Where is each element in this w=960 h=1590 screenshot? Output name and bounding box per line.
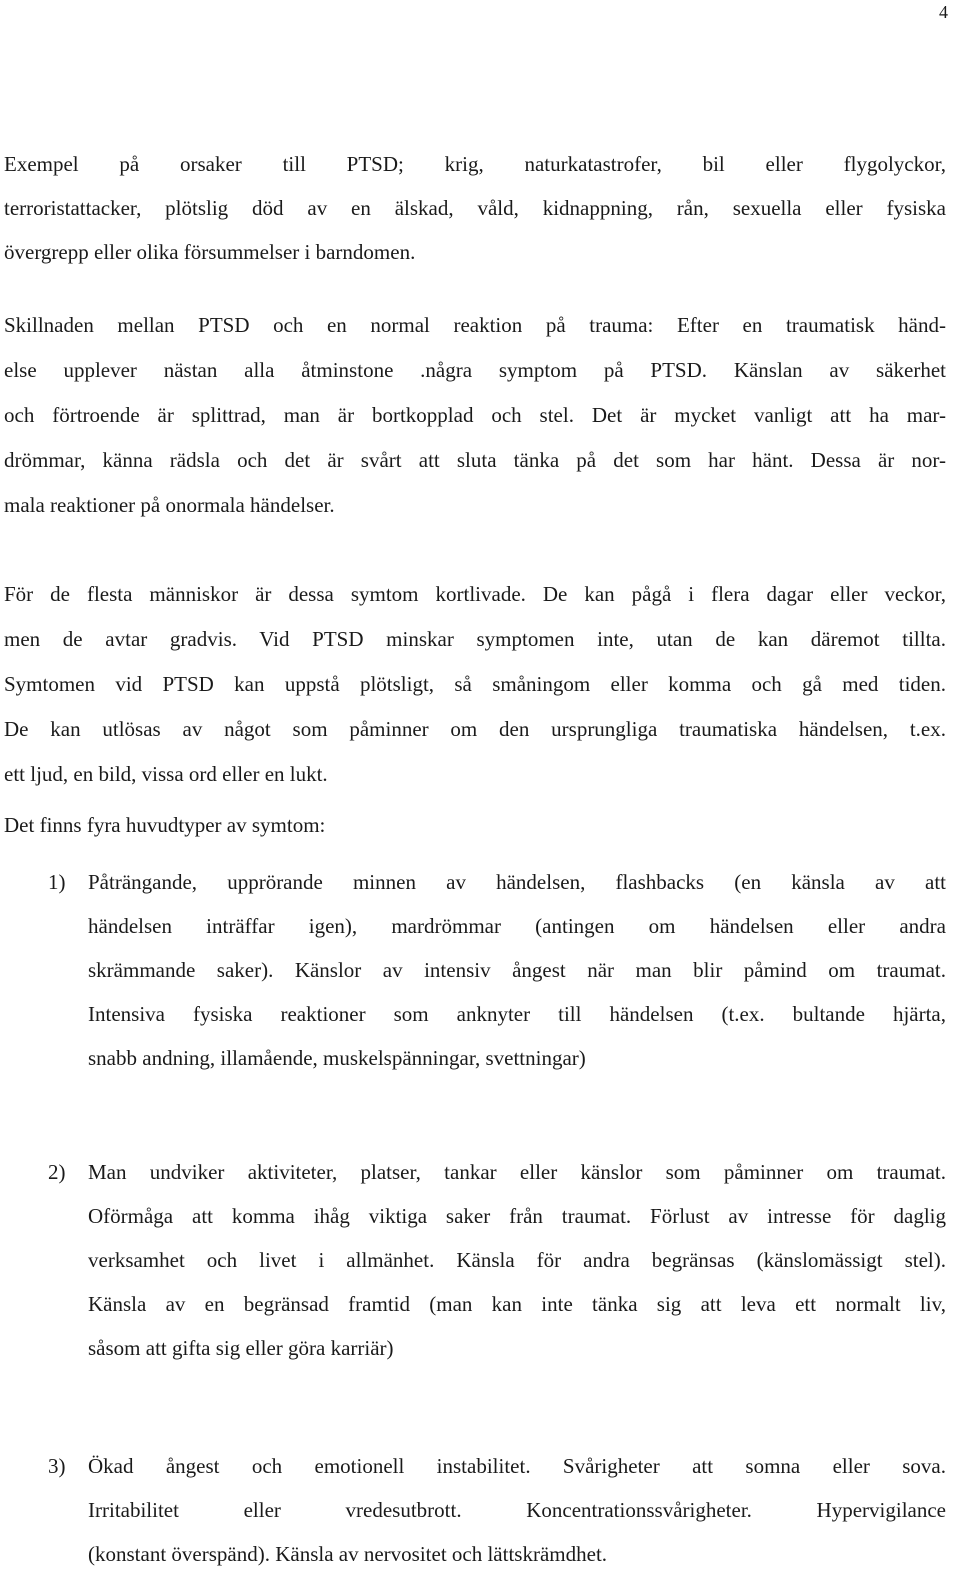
text-line: Exempel på orsaker till PTSD; krig, naturkatastrofer, bil eller flygolyckor, — [4, 152, 946, 176]
text-line: snabb andning, illamående, muskelspänningar, svettningar) — [88, 1046, 586, 1070]
text-line: ett ljud, en bild, vissa ord eller en lukt. — [4, 762, 328, 786]
text-line: Ökad ångest och emotionell instabilitet. Svårigheter att somna eller sova. — [88, 1454, 946, 1478]
text-line: Irritabilitet eller vredesutbrott. Koncentrationssvårigheter. Hypervigilance — [88, 1498, 946, 1522]
text-line: Intensiva fysiska reaktioner som anknyter till händelsen (t.ex. bultande hjärta, — [88, 1002, 946, 1026]
text-line: drömmar, känna rädsla och det är svårt att sluta tänka på det som har hänt. Dessa är nor- — [4, 448, 946, 472]
text-line: Oförmåga att komma ihåg viktiga saker från traumat. Förlust av intresse för daglig — [88, 1204, 946, 1228]
text-line: För de flesta människor är dessa symtom kortlivade. De kan pågå i flera dagar eller veckor, — [4, 582, 946, 606]
text-line: Känsla av en begränsad framtid (man kan inte tänka sig att leva ett normalt liv, — [88, 1292, 946, 1316]
list-number: 3) — [48, 1454, 66, 1478]
text-line: De kan utlösas av något som påminner om den ursprungliga traumatiska händelsen, t.ex. — [4, 717, 946, 741]
text-line: övergrepp eller olika försummelser i barndomen. — [4, 240, 416, 264]
text-line: else upplever nästan alla åtminstone .några symptom på PTSD. Känslan av säkerhet — [4, 358, 946, 382]
text-line: händelsen inträffar igen), mardrömmar (antingen om händelsen eller andra — [88, 914, 946, 938]
text-line: Man undviker aktiviteter, platser, tankar eller känslor som påminner om traumat. — [88, 1160, 946, 1184]
text-line: mala reaktioner på onormala händelser. — [4, 493, 335, 517]
list-item-body — [88, 1150, 946, 1370]
page-number: 4 — [939, 2, 948, 22]
list-item-body — [88, 860, 946, 1080]
text-line: men de avtar gradvis. Vid PTSD minskar symptomen inte, utan de kan däremot tillta. — [4, 627, 946, 651]
text-line: terroristattacker, plötslig död av en älskad, våld, kidnappning, rån, sexuella eller fysiska — [4, 196, 946, 220]
list-number: 2) — [48, 1160, 66, 1184]
text-line: Det finns fyra huvudtyper av symtom: — [4, 813, 326, 837]
list-item-body — [88, 1444, 946, 1576]
paragraph-types-intro — [4, 803, 946, 847]
text-line: verksamhet och livet i allmänhet. Känsla för andra begränsas (känslomässigt stel). — [88, 1248, 946, 1272]
text-line: skrämmande saker). Känslor av intensiv ångest när man blir påmind om traumat. — [88, 958, 946, 982]
text-line: (konstant överspänd). Känsla av nervositet och lättskrämdhet. — [88, 1542, 608, 1566]
paragraph-difference — [4, 303, 946, 528]
text-line: såsom att gifta sig eller göra karriär) — [88, 1336, 394, 1360]
list-number: 1) — [48, 870, 66, 894]
paragraph-causes — [4, 142, 946, 274]
text-line: och förtroende är splittrad, man är bortkopplad och stel. Det är mycket vanligt att ha mar- — [4, 403, 946, 427]
text-line: Skillnaden mellan PTSD och en normal reaktion på trauma: Efter en traumatisk händ- — [4, 313, 946, 337]
paragraph-duration — [4, 572, 946, 797]
text-line: Symtomen vid PTSD kan uppstå plötsligt, så småningom eller komma och gå med tiden. — [4, 672, 946, 696]
text-line: Påträngande, upprörande minnen av händelsen, flashbacks (en känsla av att — [88, 870, 946, 894]
